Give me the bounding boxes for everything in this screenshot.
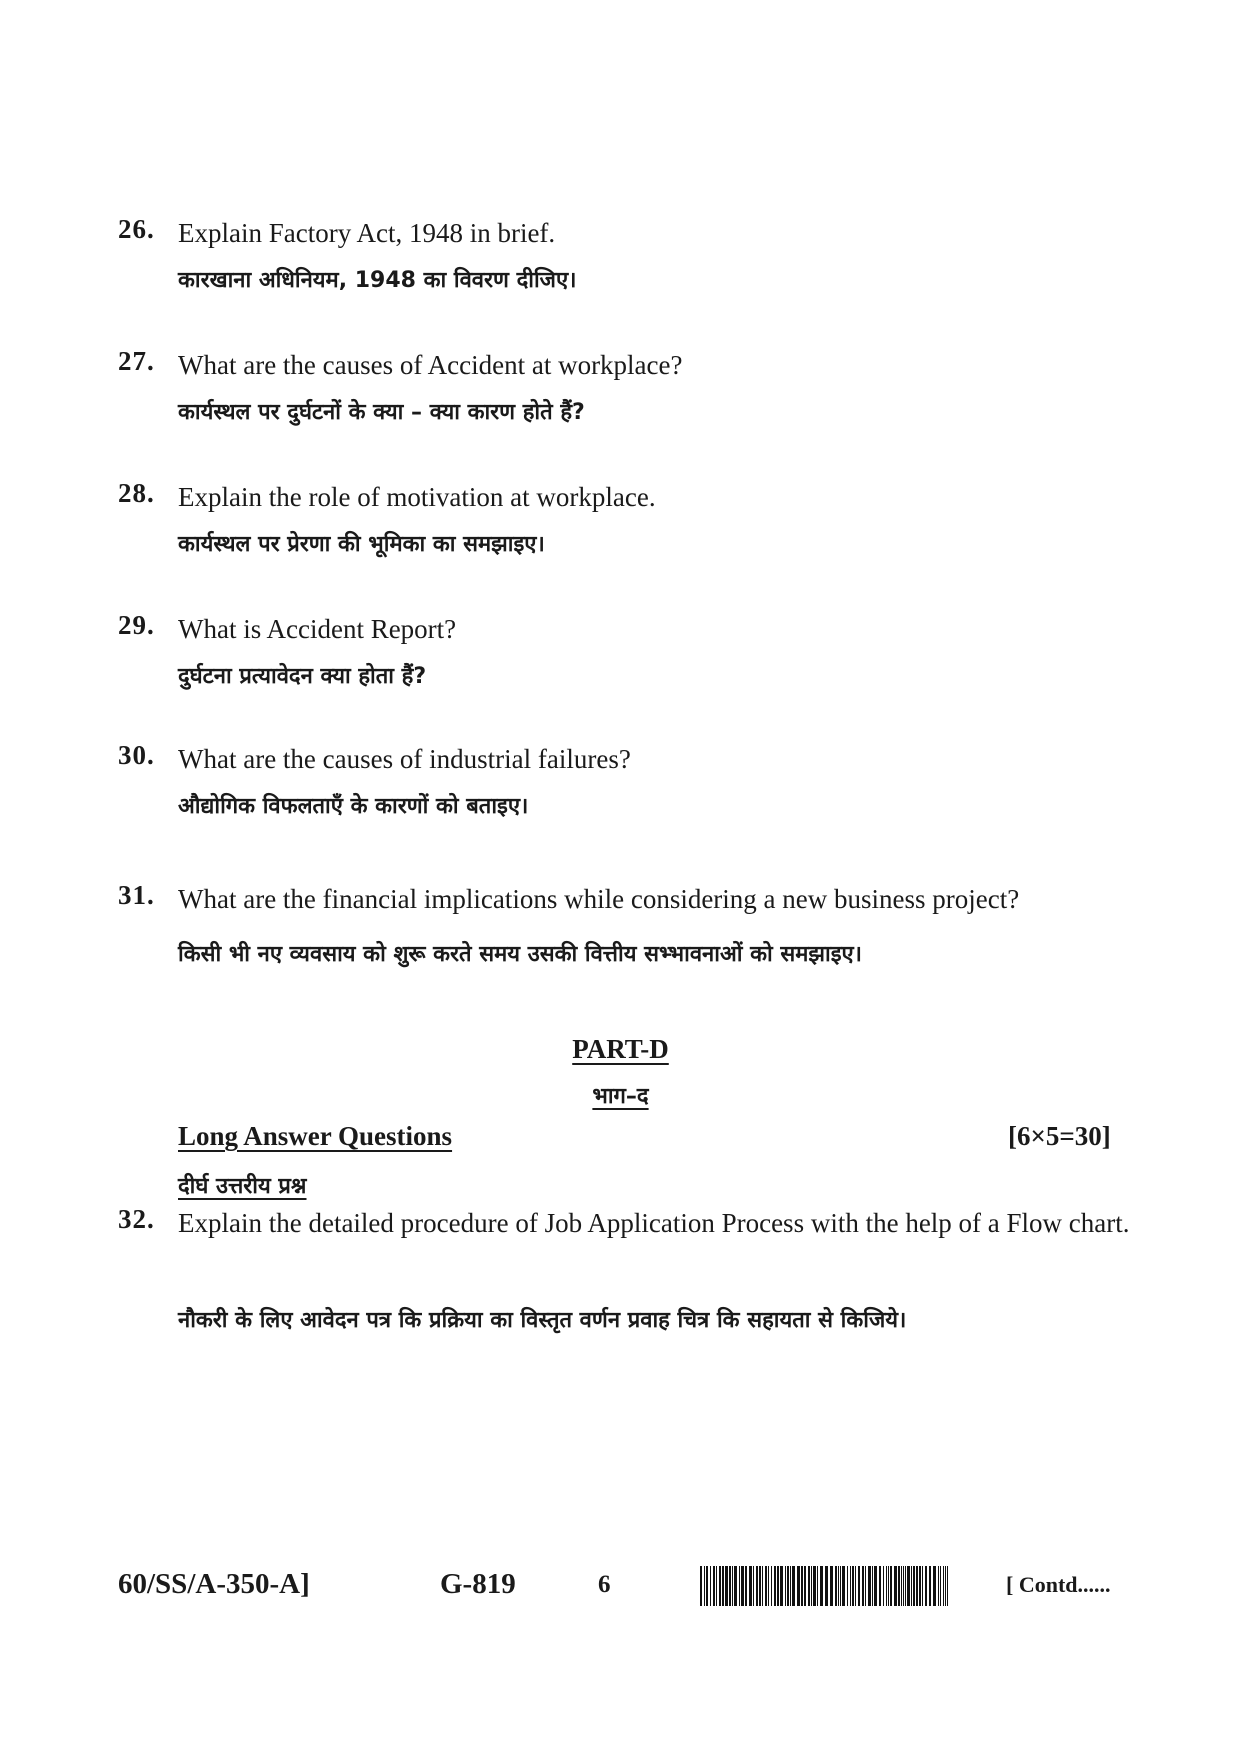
barcode-bar [790, 1566, 791, 1606]
question-text-hindi: नौकरी के लिए आवेदन पत्र कि प्रक्रिया का विस्तृत वर्णन प्रवाह चित्र कि सहायता से किजिये। [178, 1308, 907, 1333]
barcode-graphic [700, 1566, 952, 1606]
barcode-bar [838, 1566, 839, 1606]
barcode-bar [842, 1566, 845, 1606]
barcode-bar [777, 1566, 779, 1606]
continued-label: [ Contd...... [1006, 1572, 1111, 1597]
barcode-bar [774, 1566, 776, 1606]
barcode-bar [916, 1566, 918, 1606]
section-title-english: Long Answer Questions [178, 1121, 453, 1151]
question-number: 30. [118, 740, 155, 770]
question-text-english: What are the causes of Accident at workplace? [178, 350, 683, 380]
question-text-hindi: कार्यस्थल पर दुर्घटनों के क्या – क्या कारण होते हैं? [178, 400, 585, 425]
section-marks: [6×5=30] [1008, 1121, 1111, 1151]
barcode-bar [865, 1566, 866, 1606]
barcode-bar [739, 1566, 740, 1606]
barcode-bar [787, 1566, 789, 1606]
question-text-hindi: किसी भी नए व्यवसाय को शुरू करते समय उसकी वित्तीय सभ्भावनाओं को समझाइए। [178, 942, 863, 967]
question-text-english: Explain the role of motivation at workplace. [178, 482, 656, 512]
paper-code: 60/SS/A-350-A] [118, 1568, 310, 1600]
page-number: 6 [598, 1571, 611, 1598]
barcode-bar [820, 1566, 823, 1606]
barcode-bar [811, 1566, 812, 1606]
barcode-bar [835, 1566, 837, 1606]
barcode-bar [817, 1566, 818, 1606]
barcode-bar [765, 1566, 767, 1606]
question-text-english: What is Accident Report? [178, 614, 457, 644]
barcode-bar [862, 1566, 864, 1606]
barcode-bar [706, 1566, 708, 1606]
barcode-bar [879, 1566, 881, 1606]
barcode-bar [855, 1566, 856, 1606]
barcode-bar [725, 1566, 728, 1606]
barcode-bar [813, 1566, 816, 1606]
barcode-bar [922, 1566, 923, 1606]
barcode-bar [722, 1566, 724, 1606]
barcode-bar [907, 1566, 910, 1606]
question-text-english: Explain Factory Act, 1948 in brief. [178, 218, 556, 248]
question-text-hindi: औद्योगिक विफलताएँ के कारणों को बताइए। [178, 794, 529, 819]
barcode-bar [710, 1566, 711, 1606]
barcode-bar [929, 1566, 931, 1606]
barcode-bar [734, 1566, 737, 1606]
barcode-bar [947, 1566, 948, 1606]
barcode-bar [808, 1566, 810, 1606]
barcode-bar [905, 1566, 906, 1606]
barcode-bar [919, 1566, 921, 1606]
question-number: 28. [118, 478, 155, 508]
barcode-bar [913, 1566, 915, 1606]
barcode-bar [713, 1566, 715, 1606]
barcode-bar [759, 1566, 761, 1606]
part-title-hindi-text: भाग–द [592, 1084, 649, 1109]
barcode-bar [732, 1566, 733, 1606]
question-number: 27. [118, 346, 155, 376]
barcode-bar [840, 1566, 841, 1606]
barcode-bar [801, 1566, 803, 1606]
question-text-hindi: कार्यस्थल पर प्रेरणा की भूमिका का समझाइए। [178, 532, 545, 557]
barcode-bar [847, 1566, 848, 1606]
part-title-hindi [0, 1080, 1241, 1110]
barcode-bar [729, 1566, 731, 1606]
barcode-bar [925, 1566, 927, 1606]
barcode-bar [704, 1566, 705, 1606]
barcode-bar [886, 1566, 887, 1606]
barcode-bar [938, 1566, 939, 1606]
barcode-bar [872, 1566, 873, 1606]
question-number: 31. [118, 880, 155, 910]
question-number: 26. [118, 214, 155, 244]
barcode-bar [745, 1566, 747, 1606]
barcode-bar [883, 1566, 884, 1606]
barcode-bar [771, 1566, 772, 1606]
barcode [700, 1566, 952, 1606]
question-number: 32. [118, 1204, 155, 1234]
barcode-bar [850, 1566, 851, 1606]
barcode-bar [898, 1566, 900, 1606]
barcode-bar [785, 1566, 786, 1606]
barcode-bar [762, 1566, 763, 1606]
barcode-bar [716, 1566, 717, 1606]
barcode-bar [753, 1566, 754, 1606]
barcode-bar [911, 1566, 912, 1606]
barcode-bar [868, 1566, 871, 1606]
barcode-bar [797, 1566, 800, 1606]
barcode-bar [901, 1566, 902, 1606]
question-text-hindi: दुर्घटना प्रत्यावेदन क्या होता हैं? [178, 664, 427, 689]
barcode-bar [852, 1566, 854, 1606]
barcode-bar [945, 1566, 946, 1606]
question-text-english: What are the financial implications while considering a new business project? [178, 884, 1020, 914]
barcode-bar [719, 1566, 721, 1606]
barcode-bar [749, 1566, 752, 1606]
barcode-bar [888, 1566, 889, 1606]
barcode-bar [741, 1566, 744, 1606]
barcode-bar [700, 1566, 702, 1606]
barcode-bar [792, 1566, 795, 1606]
barcode-bar [943, 1566, 944, 1606]
barcode-bar [858, 1566, 860, 1606]
section-title-hindi: दीर्घ उत्तरीय प्रश्न [178, 1174, 307, 1199]
barcode-bar [804, 1566, 806, 1606]
barcode-bar [903, 1566, 904, 1606]
paper-number: G-819 [440, 1568, 516, 1600]
barcode-bar [874, 1566, 877, 1606]
part-title-english: PART-D [572, 1034, 669, 1064]
barcode-bar [825, 1566, 828, 1606]
question-text-english: Explain the detailed procedure of Job Application Process with the help of a Flow chart. [178, 1208, 1130, 1238]
barcode-bar [890, 1566, 892, 1606]
barcode-bar [768, 1566, 769, 1606]
barcode-bar [940, 1566, 941, 1606]
question-text-english: What are the causes of industrial failures? [178, 744, 631, 774]
barcode-bar [830, 1566, 833, 1606]
barcode-bar [894, 1566, 897, 1606]
barcode-bar [933, 1566, 936, 1606]
question-text-hindi: कारखाना अधिनियम, 1948 का विवरण दीजिए। [178, 268, 577, 293]
barcode-bar [756, 1566, 758, 1606]
question-number: 29. [118, 610, 155, 640]
barcode-bar [780, 1566, 783, 1606]
